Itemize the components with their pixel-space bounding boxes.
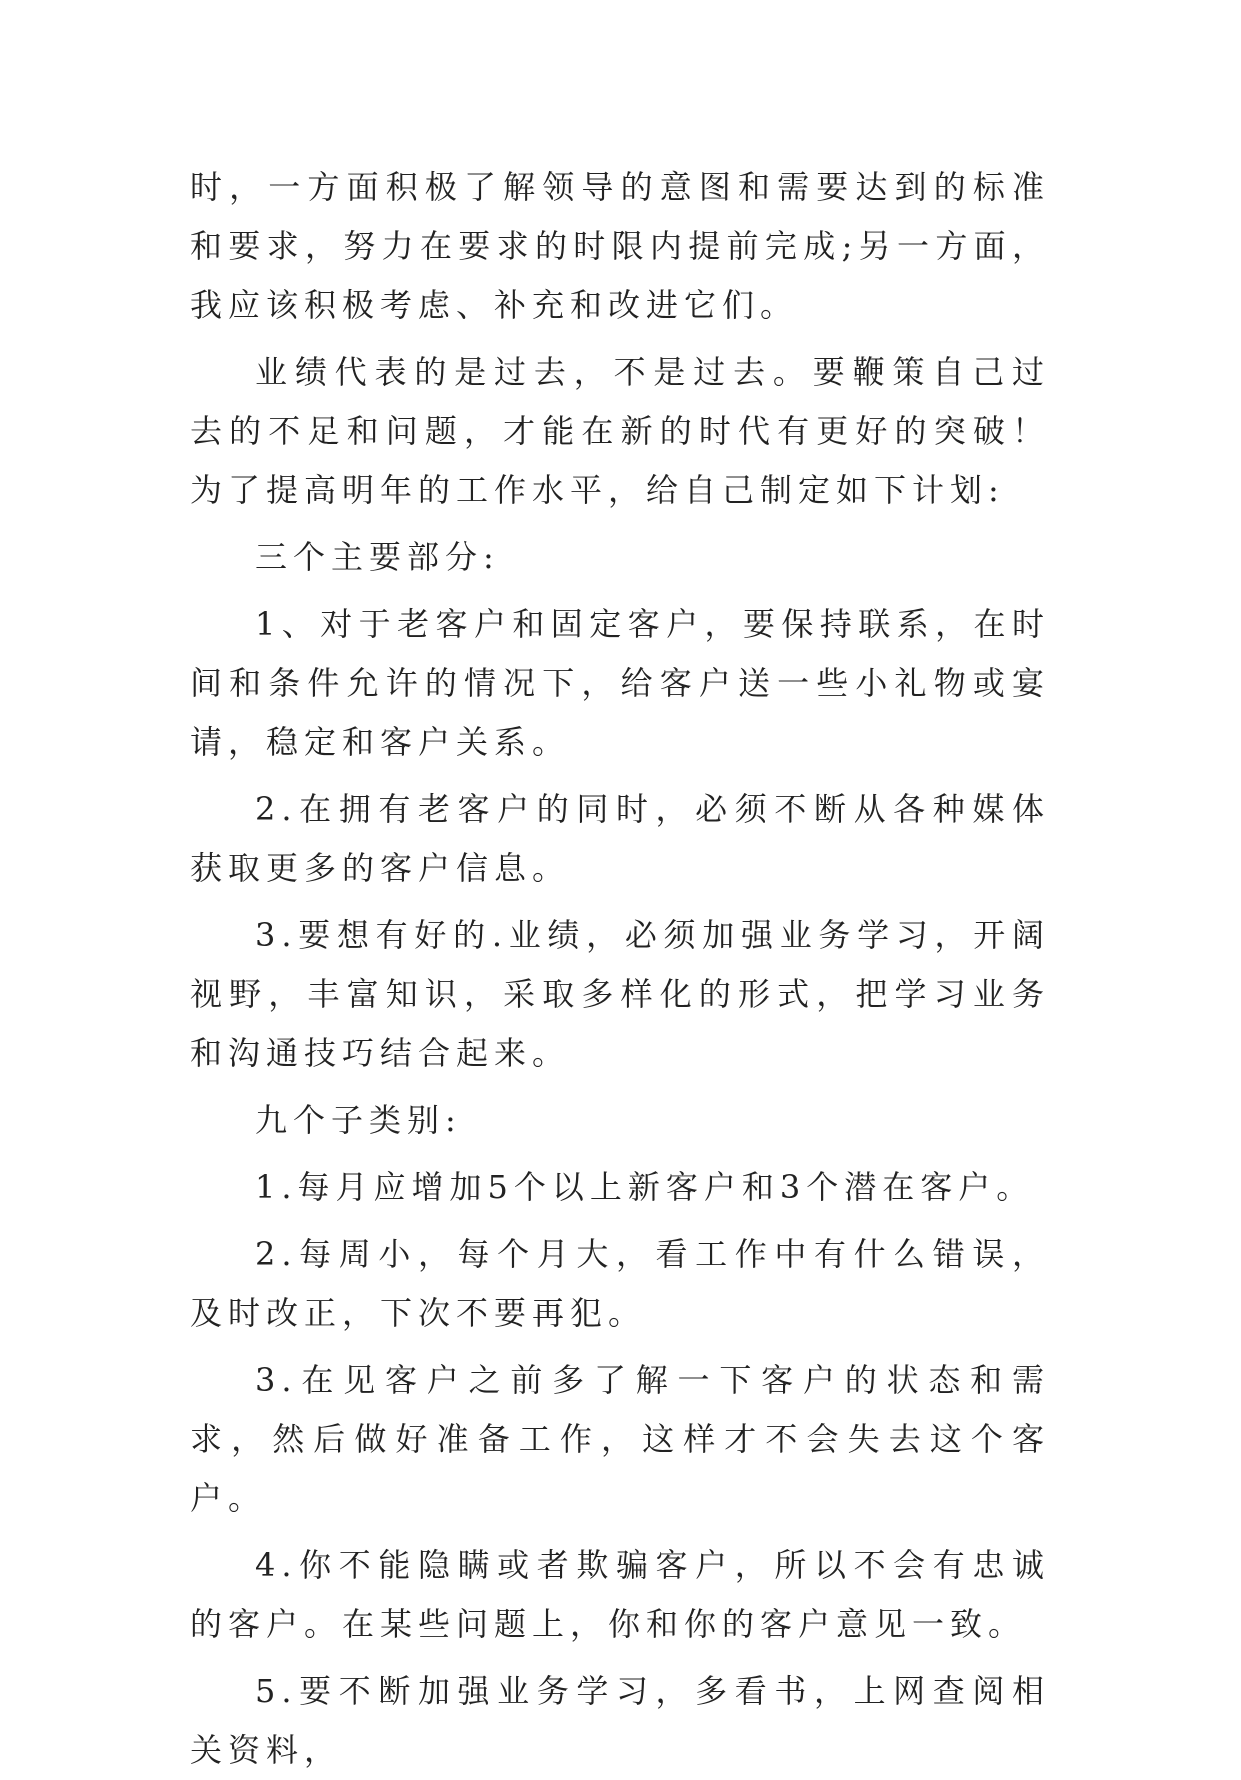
paragraph-performance: 业绩代表的是过去，不是过去。要鞭策自己过去的不足和问题，才能在新的时代有更好的突破！为了提高明年的工作水平，给自己制定如下计划:: [190, 353, 1050, 509]
paragraph-continuation: 时，一方面积极了解领导的意图和需要达到的标准和要求，努力在要求的时限内提前完成;另一方面，我应该积极考虑、补充和改进它们。: [190, 168, 1050, 324]
list-item-part-3: 3.要想有好的.业绩，必须加强业务学习，开阔视野，丰富知识，采取多样化的形式，把学习业务和沟通技巧结合起来。: [190, 916, 1050, 1072]
paragraph-gap: [190, 520, 1050, 528]
heading-nine-subcategories: 九个子类别:: [255, 1101, 462, 1139]
list-item-sub-5: 5.要不断加强业务学习，多看书，上网查阅相关资料，: [190, 1672, 1050, 1769]
list-item-sub-1: 1.每月应增加5个以上新客户和3个潜在客户。: [255, 1168, 1035, 1206]
paragraph-gap: [190, 1654, 1050, 1662]
paragraph-gap: [190, 1217, 1050, 1225]
paragraph-gap: [190, 898, 1050, 906]
list-item-sub-3: 3.在见客户之前多了解一下客户的状态和需求，然后做好准备工作，这样才不会失去这个客户。: [190, 1361, 1050, 1517]
paragraph-gap: [190, 587, 1050, 595]
paragraph-gap: [190, 1150, 1050, 1158]
list-item-sub-2: 2.每周小，每个月大，看工作中有什么错误，及时改正，下次不要再犯。: [190, 1235, 1050, 1332]
paragraph-gap: [190, 1083, 1050, 1091]
paragraph-gap: [190, 335, 1050, 343]
paragraph-gap: [190, 1528, 1050, 1536]
list-item-sub-4: 4.你不能隐瞒或者欺骗客户，所以不会有忠诚的客户。在某些问题上，你和你的客户意见一致。: [190, 1546, 1050, 1643]
heading-three-parts: 三个主要部分:: [255, 538, 500, 576]
paragraph-gap: [190, 772, 1050, 780]
list-item-part-2: 2.在拥有老客户的同时，必须不断从各种媒体获取更多的客户信息。: [190, 790, 1050, 887]
document-body: [190, 158, 1050, 1780]
list-item-part-1: 1、对于老客户和固定客户，要保持联系，在时间和条件允许的情况下，给客户送一些小礼物或宴请，稳定和客户关系。: [190, 605, 1050, 761]
paragraph-gap: [190, 1343, 1050, 1351]
